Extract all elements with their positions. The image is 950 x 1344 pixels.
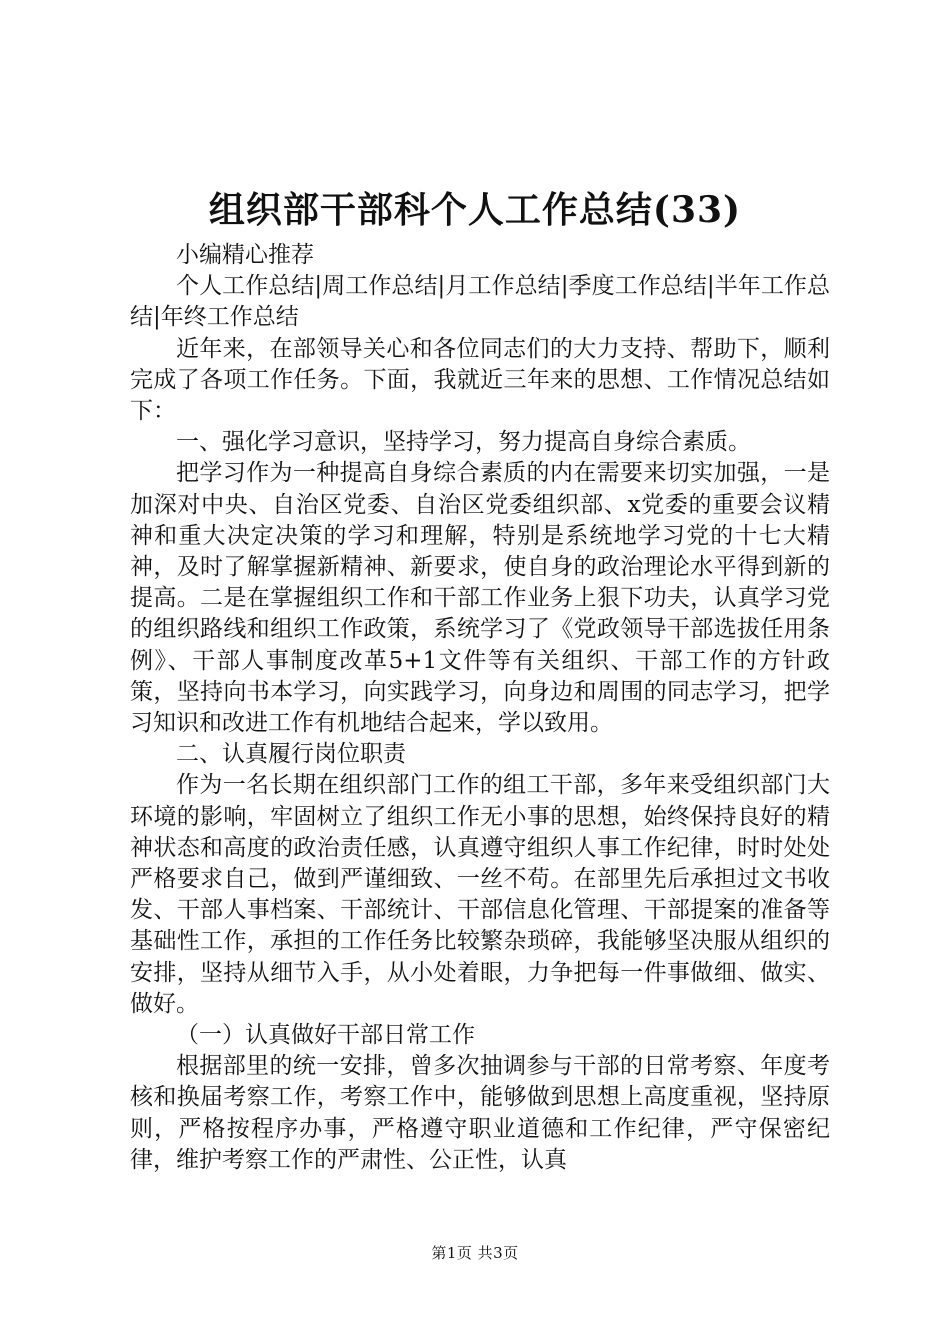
paragraph-recommend: 小编精心推荐	[176, 242, 314, 268]
paragraph-summary-links: 个人工作总结|周工作总结|月工作总结|季度工作总结|半年工作总结|年终工作总结	[130, 273, 830, 331]
paragraph-intro: 近年来，在部领导关心和各位同志们的大力支持、帮助下，顺利完成了各项工作任务。下面，我就近三年来的思想、工作情况总结如下：	[130, 335, 830, 425]
section-heading-duties: 二、认真履行岗位职责	[176, 741, 406, 768]
paragraph-daily-work: 根据部里的统一安排，曾多次抽调参与干部的日常考察、年度考核和换届考察工作，考察工作中，能够做到思想上高度重视，坚持原则，严格按程序办事，严格遵守职业道德和工作纪律，严守保密纪律，维护考察工作的严肃性、公正性，认真	[130, 1053, 830, 1173]
paragraph-duties: 作为一名长期在组织部门工作的组工干部，多年来受组织部门大环境的影响，牢固树立了组织工作无小事的思想，始终保持良好的精神状态和高度的政治责任感，认真遵守组织人事工作纪律，时时处处严格要求自己，做到严谨细致、一丝不苟。在部里先后承担过文书收发、干部人事档案、干部统计、干部信息化管理、干部提案的准备等基础性工作，承担的工作任务比较繁杂琐碎，我能够坚决服从组织的安排，坚持从细节入手，从小处着眼，力争把每一件事做细、做实、做好。	[130, 772, 830, 1017]
document-body	[130, 240, 830, 1176]
subsection-heading-daily-work: （一）认真做好干部日常工作	[176, 1022, 475, 1049]
paragraph-study: 把学习作为一种提高自身综合素质的内在需要来切实加强，一是加深对中央、自治区党委、自治区党委组织部、x党委的重要会议精神和重大决定决策的学习和理解，特别是系统地学习党的十七大精神，及时了解掌握新精神、新要求，使自身的政治理论水平得到新的提高。二是在掌握组织工作和干部工作业务上狠下功夫，认真学习党的组织路线和组织工作政策，系统学习了《党政领导干部选拔任用条例》、干部人事制度改革5+1文件等有关组织、干部工作的方针政策，坚持向书本学习，向实践学习，向身边和周围的同志学习，把学习知识和改进工作有机地结合起来，学以致用。	[130, 460, 830, 737]
document-title: 组织部干部科个人工作总结(33)	[208, 189, 742, 231]
section-heading-study: 一、强化学习意识，坚持学习，努力提高自身综合素质。	[176, 429, 751, 456]
page-footer: 第1页 共3页	[431, 1244, 519, 1262]
